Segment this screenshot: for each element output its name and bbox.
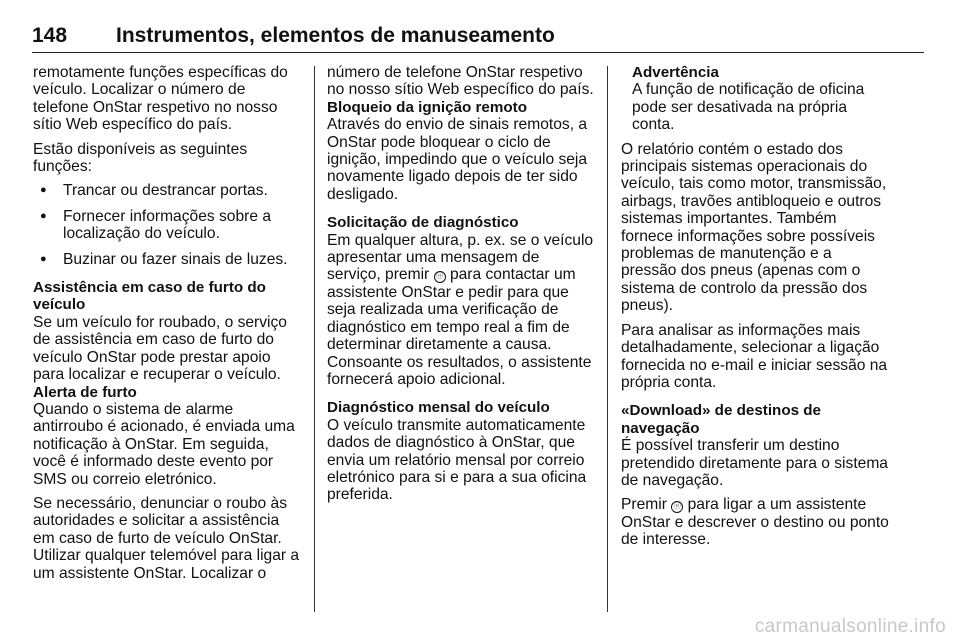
functions-list (33, 182, 301, 268)
heading-remote-ignition-block: Bloqueio da ignição remoto (327, 98, 527, 116)
press-text-part-2: para ligar a um assistente OnStar e descrever o destino ou ponto de interesse. (621, 496, 889, 549)
heading-theft-assistance: Assistência em caso de furto do veículo (33, 279, 266, 314)
warning-note (632, 64, 889, 134)
page-title: Instrumentos, elementos de manuseamento (116, 24, 555, 47)
warning-heading: Advertência (632, 64, 719, 81)
report-contents-paragraph: O relatório contém o estado dos principais sistemas operacionais do veículo, tais como motor, transmissão, airbags, travões antibloqueio e outros sistemas importantes. Também fornece informações sobre possíveis problemas de manutenção e a pressão dos pneus (apenas com o sistema de controlo da pressão dos pneus). (621, 140, 887, 315)
column-2 (327, 64, 595, 511)
intro-paragraph: remotamente funções específicas do veículo. Localizar o número de telefone OnStar respetivo no nosso sítio Web específico do país. (33, 64, 288, 134)
heading-theft-alert: Alerta de furto (33, 383, 137, 401)
diagnostic-request-paragraph (327, 232, 595, 389)
diagnostic-text-part-2: para contactar um assistente OnStar e pedir para que seja realizada uma verificação de diagnóstico em tempo real a fim de determinar diretamente a causa. Consoante os resultados, o assistente fornecerá apoio adicional. (327, 266, 592, 388)
page-header (32, 20, 924, 53)
list-item: ● Buzinar ou fazer sinais de luzes. (33, 251, 301, 268)
theft-assistance-paragraph: Se um veículo for roubado, o serviço de assistência em caso de furto do veículo OnStar pode prestar apoio para localizar e recuperar o veículo. (33, 313, 287, 384)
column-divider-2 (607, 66, 608, 612)
list-item: ● Trancar ou destrancar portas. (33, 182, 301, 199)
column-1 (33, 64, 301, 589)
onstar-service-button-icon: ⓞ (671, 501, 683, 513)
onstar-service-button-icon: ⓞ (434, 271, 446, 283)
press-text-part-1: Premir (621, 496, 667, 514)
continued-paragraph: número de telefone OnStar respetivo no nosso sítio Web específico do país. (327, 64, 594, 99)
navigation-download-paragraph: É possível transferir um destino pretendido diretamente para o sistema de navegação. (621, 437, 888, 489)
page-number: 148 (32, 24, 68, 47)
diagnostic-text-part-1: Em qualquer altura, p. ex. se o veículo apresentar uma mensagem de serviço, premir (327, 231, 594, 284)
press-button-paragraph (621, 496, 889, 548)
heading-monthly-diagnostic: Diagnóstico mensal do veículo (327, 399, 550, 417)
remote-ignition-paragraph: Através do envio de sinais remotos, a OnStar pode bloquear o ciclo de ignição, impedindo que o veículo seja novamente ligado depois de ter sido desligado. (327, 116, 588, 203)
heading-diagnostic-request: Solicitação de diagnóstico (327, 214, 519, 232)
functions-intro: Estão disponíveis as seguintes funções: (33, 140, 248, 176)
heading-navigation-download: «Download» de destinos de navegação (621, 402, 822, 437)
analyse-paragraph: Para analisar as informações mais detalhadamente, selecionar a ligação fornecida no e-mail e iniciar sessão na própria conta. (621, 321, 888, 391)
watermark: carmanualsonline.info (754, 616, 946, 637)
monthly-diagnostic-paragraph: O veículo transmite automaticamente dados de diagnóstico à OnStar, que envia um relatório mensal por correio eletrónico para si e para a sua oficina preferida. (327, 416, 587, 504)
list-item: ● Fornecer informações sobre a localização do veículo. (33, 208, 301, 243)
report-theft-paragraph: Se necessário, denunciar o roubo às autoridades e solicitar a assistência em caso de furto de veículo OnStar. Utilizar qualquer telemóvel para ligar a um assistente OnStar. Localizar o (33, 494, 300, 582)
theft-alert-paragraph: Quando o sistema de alarme antirroubo é acionado, é enviada uma notificação à OnStar. Em seguida, você é informado deste evento por SMS ou correio eletrónico. (33, 400, 295, 488)
column-divider-1 (314, 66, 315, 612)
warning-paragraph: A função de notificação de oficina pode ser desativada na própria conta. (632, 81, 865, 134)
column-3 (621, 64, 889, 556)
